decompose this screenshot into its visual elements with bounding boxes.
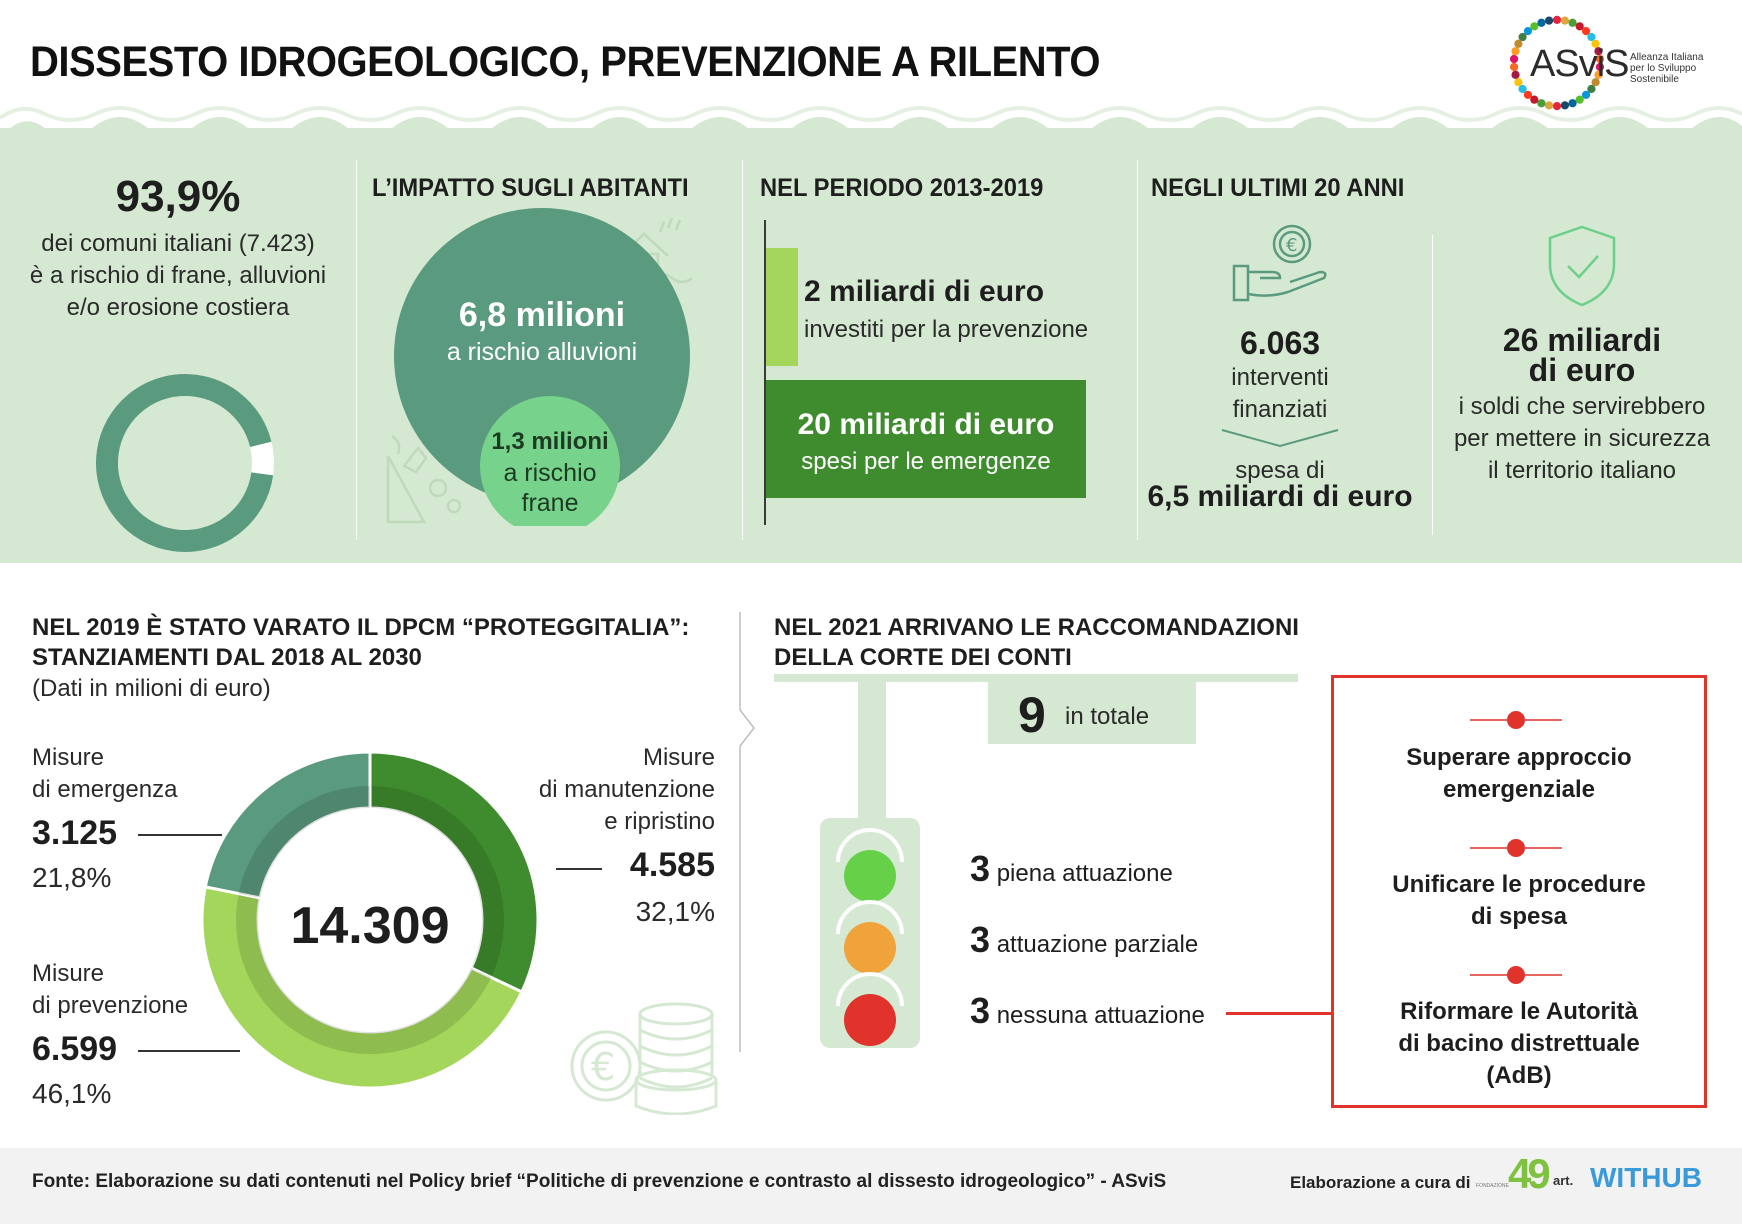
- prevenzione-seg-line-2: di prevenzione: [32, 992, 189, 1019]
- rec-bullet-2: [1507, 839, 1525, 857]
- status-green: [970, 848, 1173, 890]
- prevenzione-leader-line: [138, 1050, 240, 1052]
- sicurezza-value: [1432, 322, 1732, 388]
- alluvioni-label: a rischio alluvioni: [446, 338, 638, 366]
- logo-dot: [1510, 63, 1518, 71]
- rec-bullet-3: [1507, 966, 1525, 984]
- corte-title: [774, 613, 1299, 673]
- logo-dot: [1545, 16, 1553, 24]
- prevenzione-seg-pct: 46,1%: [32, 1078, 112, 1109]
- dpcm-title-line-2: STANZIAMENTI DAL 2018 AL 2030: [32, 644, 422, 671]
- donut-total: 14.309: [290, 897, 450, 955]
- fondazione-small-label: FONDAZIONE: [1476, 1183, 1509, 1189]
- risk-ring-chart: [90, 368, 280, 558]
- logo-dot: [1537, 19, 1545, 27]
- dpcm-title: [32, 613, 689, 673]
- emergenza-line-2: di emergenza: [32, 776, 178, 803]
- sicurezza-value-line-2: di euro: [1528, 352, 1636, 388]
- shield-check-icon: [1546, 224, 1618, 308]
- recommendation-3-line-2: di bacino distrettuale: [1398, 1030, 1640, 1057]
- logo-subtitle: [1630, 52, 1703, 85]
- prevenzione-seg-line-1: Misure: [32, 960, 105, 987]
- emergenza-value: 3.125: [32, 814, 118, 852]
- prevenzione-seg-value: 6.599: [32, 1030, 118, 1068]
- recommendation-1-line-1: Superare approccio: [1406, 744, 1632, 771]
- risk-ring-arc: [97, 375, 273, 551]
- emergenze-label: spesi per le emergenze: [801, 448, 1051, 475]
- manutenzione-leader-line: [556, 868, 602, 870]
- logo-dot: [1510, 55, 1518, 63]
- prevenzione-label: investiti per la prevenzione: [804, 316, 1089, 343]
- status-green-num: 3: [970, 848, 991, 889]
- band-divider-1: [356, 160, 357, 540]
- fondazione-logo-number: 49: [1508, 1150, 1547, 1197]
- emergenza-label: [32, 742, 177, 806]
- spesa-label: spesa di: [1235, 457, 1325, 484]
- total-label: in totale: [1065, 703, 1150, 730]
- ultimi-title: NEGLI ULTIMI 20 ANNI: [1151, 174, 1405, 202]
- recommendation-1-line-2: emergenziale: [1442, 776, 1596, 803]
- band-divider-2: [742, 160, 743, 540]
- status-orange-label: attuazione parziale: [996, 931, 1199, 958]
- section-divider: [736, 612, 760, 1052]
- prevenzione-seg-label: [32, 958, 188, 1022]
- interventi-line-1: interventi: [1231, 364, 1329, 391]
- manutenzione-line-1: Misure: [642, 744, 715, 771]
- logo-dot: [1511, 47, 1519, 55]
- lamp-green: [844, 850, 896, 902]
- frane-line-2: frane: [521, 489, 579, 517]
- band-divider-4: [1432, 235, 1433, 535]
- spesa-value: 6,5 miliardi di euro: [1147, 480, 1413, 513]
- recommendation-3: [1331, 996, 1707, 1092]
- logo-line-1: Alleanza Italiana: [1630, 52, 1704, 63]
- emergenza-pct: 21,8%: [32, 862, 112, 893]
- footer-source: Fonte: Elaborazione su dati contenuti nel Policy brief “Politiche di prevenzione e contrasto al dissesto idrogeologico” - ASviS: [32, 1171, 1167, 1192]
- recommendation-1: [1331, 742, 1707, 806]
- prevenzione-bar: [766, 248, 798, 366]
- logo-dot: [1530, 22, 1538, 30]
- status-orange-num: 3: [970, 919, 991, 960]
- sicurezza-line-3: il territorio italiano: [1487, 457, 1677, 484]
- logo-dot: [1568, 19, 1576, 27]
- total-number: 9: [1018, 687, 1046, 743]
- interventi-value: 6.063: [1239, 325, 1321, 361]
- sicurezza-label: [1432, 391, 1732, 487]
- recommendation-2-line-2: di spesa: [1470, 903, 1568, 930]
- rec-bullet-1: [1507, 711, 1525, 729]
- risk-description: [0, 228, 356, 324]
- svg-text:€: €: [591, 1045, 616, 1089]
- red-connector-line: [1226, 1012, 1331, 1015]
- manutenzione-line-3: e ripristino: [604, 808, 715, 835]
- periodo-title: NEL PERIODO 2013-2019: [760, 174, 1044, 202]
- frane-line-1: a rischio: [503, 459, 597, 487]
- frane-value: 1,3 milioni: [491, 428, 609, 455]
- recommendation-2: [1331, 869, 1707, 933]
- sicurezza-value-line-1: 26 miliardi: [1502, 322, 1662, 358]
- euro-hand-icon: [1232, 222, 1328, 304]
- corte-title-line-2: DELLA CORTE DEI CONTI: [774, 644, 1072, 671]
- logo-name: ASviS: [1530, 43, 1629, 85]
- wave-border: [0, 100, 1742, 152]
- logo-dot: [1514, 78, 1522, 86]
- post-arm: [774, 674, 1298, 682]
- frane-label: [480, 458, 620, 518]
- manutenzione-label: [470, 742, 715, 838]
- corte-title-line-1: NEL 2021 ARRIVANO LE RACCOMANDAZIONI: [774, 614, 1299, 641]
- risk-line-2: è a rischio di frane, alluvioni: [29, 262, 327, 289]
- risk-percent: 93,9%: [115, 172, 241, 221]
- recommendation-2-line-1: Unificare le procedure: [1392, 871, 1646, 898]
- recommendation-3-line-3: (AdB): [1486, 1062, 1552, 1089]
- lamp-red: [844, 994, 896, 1046]
- interventi-line-2: finanziati: [1232, 396, 1328, 423]
- status-orange: [970, 919, 1198, 961]
- logo-dot: [1561, 16, 1569, 24]
- status-red-num: 3: [970, 990, 991, 1031]
- coins-icon: [566, 1000, 726, 1115]
- emergenza-leader-line: [138, 834, 222, 836]
- manutenzione-line-2: di manutenzione: [538, 776, 715, 803]
- interventi-label: [1190, 362, 1370, 426]
- fondazione-art: art.: [1553, 1173, 1574, 1188]
- logo-line-2: per lo Sviluppo: [1630, 63, 1697, 74]
- logo-line-3: Sostenibile: [1630, 74, 1679, 85]
- logo-dot: [1511, 71, 1519, 79]
- alluvioni-value: 6,8 milioni: [458, 296, 626, 334]
- manutenzione-value: 4.585: [629, 846, 715, 884]
- emergenza-line-1: Misure: [32, 744, 105, 771]
- logo-dot: [1553, 16, 1561, 24]
- page-title: DISSESTO IDROGEOLOGICO, PREVENZIONE A RILENTO: [30, 38, 1101, 86]
- risk-line-1: dei comuni italiani (7.423): [41, 230, 315, 257]
- status-red-label: nessuna attuazione: [996, 1002, 1205, 1029]
- sicurezza-line-1: i soldi che servirebbero: [1458, 393, 1706, 420]
- dpcm-subtitle: (Dati in milioni di euro): [32, 675, 271, 702]
- withub-logo: WITHUB: [1590, 1162, 1702, 1193]
- manutenzione-pct: 32,1%: [635, 896, 715, 927]
- dpcm-title-line-1: NEL 2019 È STATO VARATO IL DPCM “PROTEGGITALIA”:: [32, 614, 690, 641]
- risk-line-3: e/o erosione costiera: [66, 294, 290, 321]
- status-red: [970, 990, 1205, 1032]
- svg-text:€: €: [1286, 235, 1298, 256]
- chevron-down-icon: [1220, 426, 1340, 450]
- prevenzione-value: 2 miliardi di euro: [804, 275, 1045, 308]
- post-pole: [858, 682, 886, 822]
- footer-credit: Elaborazione a cura di: [1290, 1173, 1471, 1192]
- recommendation-3-line-1: Riformare le Autorità: [1400, 998, 1638, 1025]
- impatto-title: L’IMPATTO SUGLI ABITANTI: [372, 174, 689, 202]
- sicurezza-line-2: per mettere in sicurezza: [1453, 425, 1711, 452]
- lamp-orange: [844, 922, 896, 974]
- traffic-light-lamps: [820, 818, 920, 1048]
- status-green-label: piena attuazione: [996, 860, 1173, 887]
- emergenze-value: 20 miliardi di euro: [797, 408, 1055, 441]
